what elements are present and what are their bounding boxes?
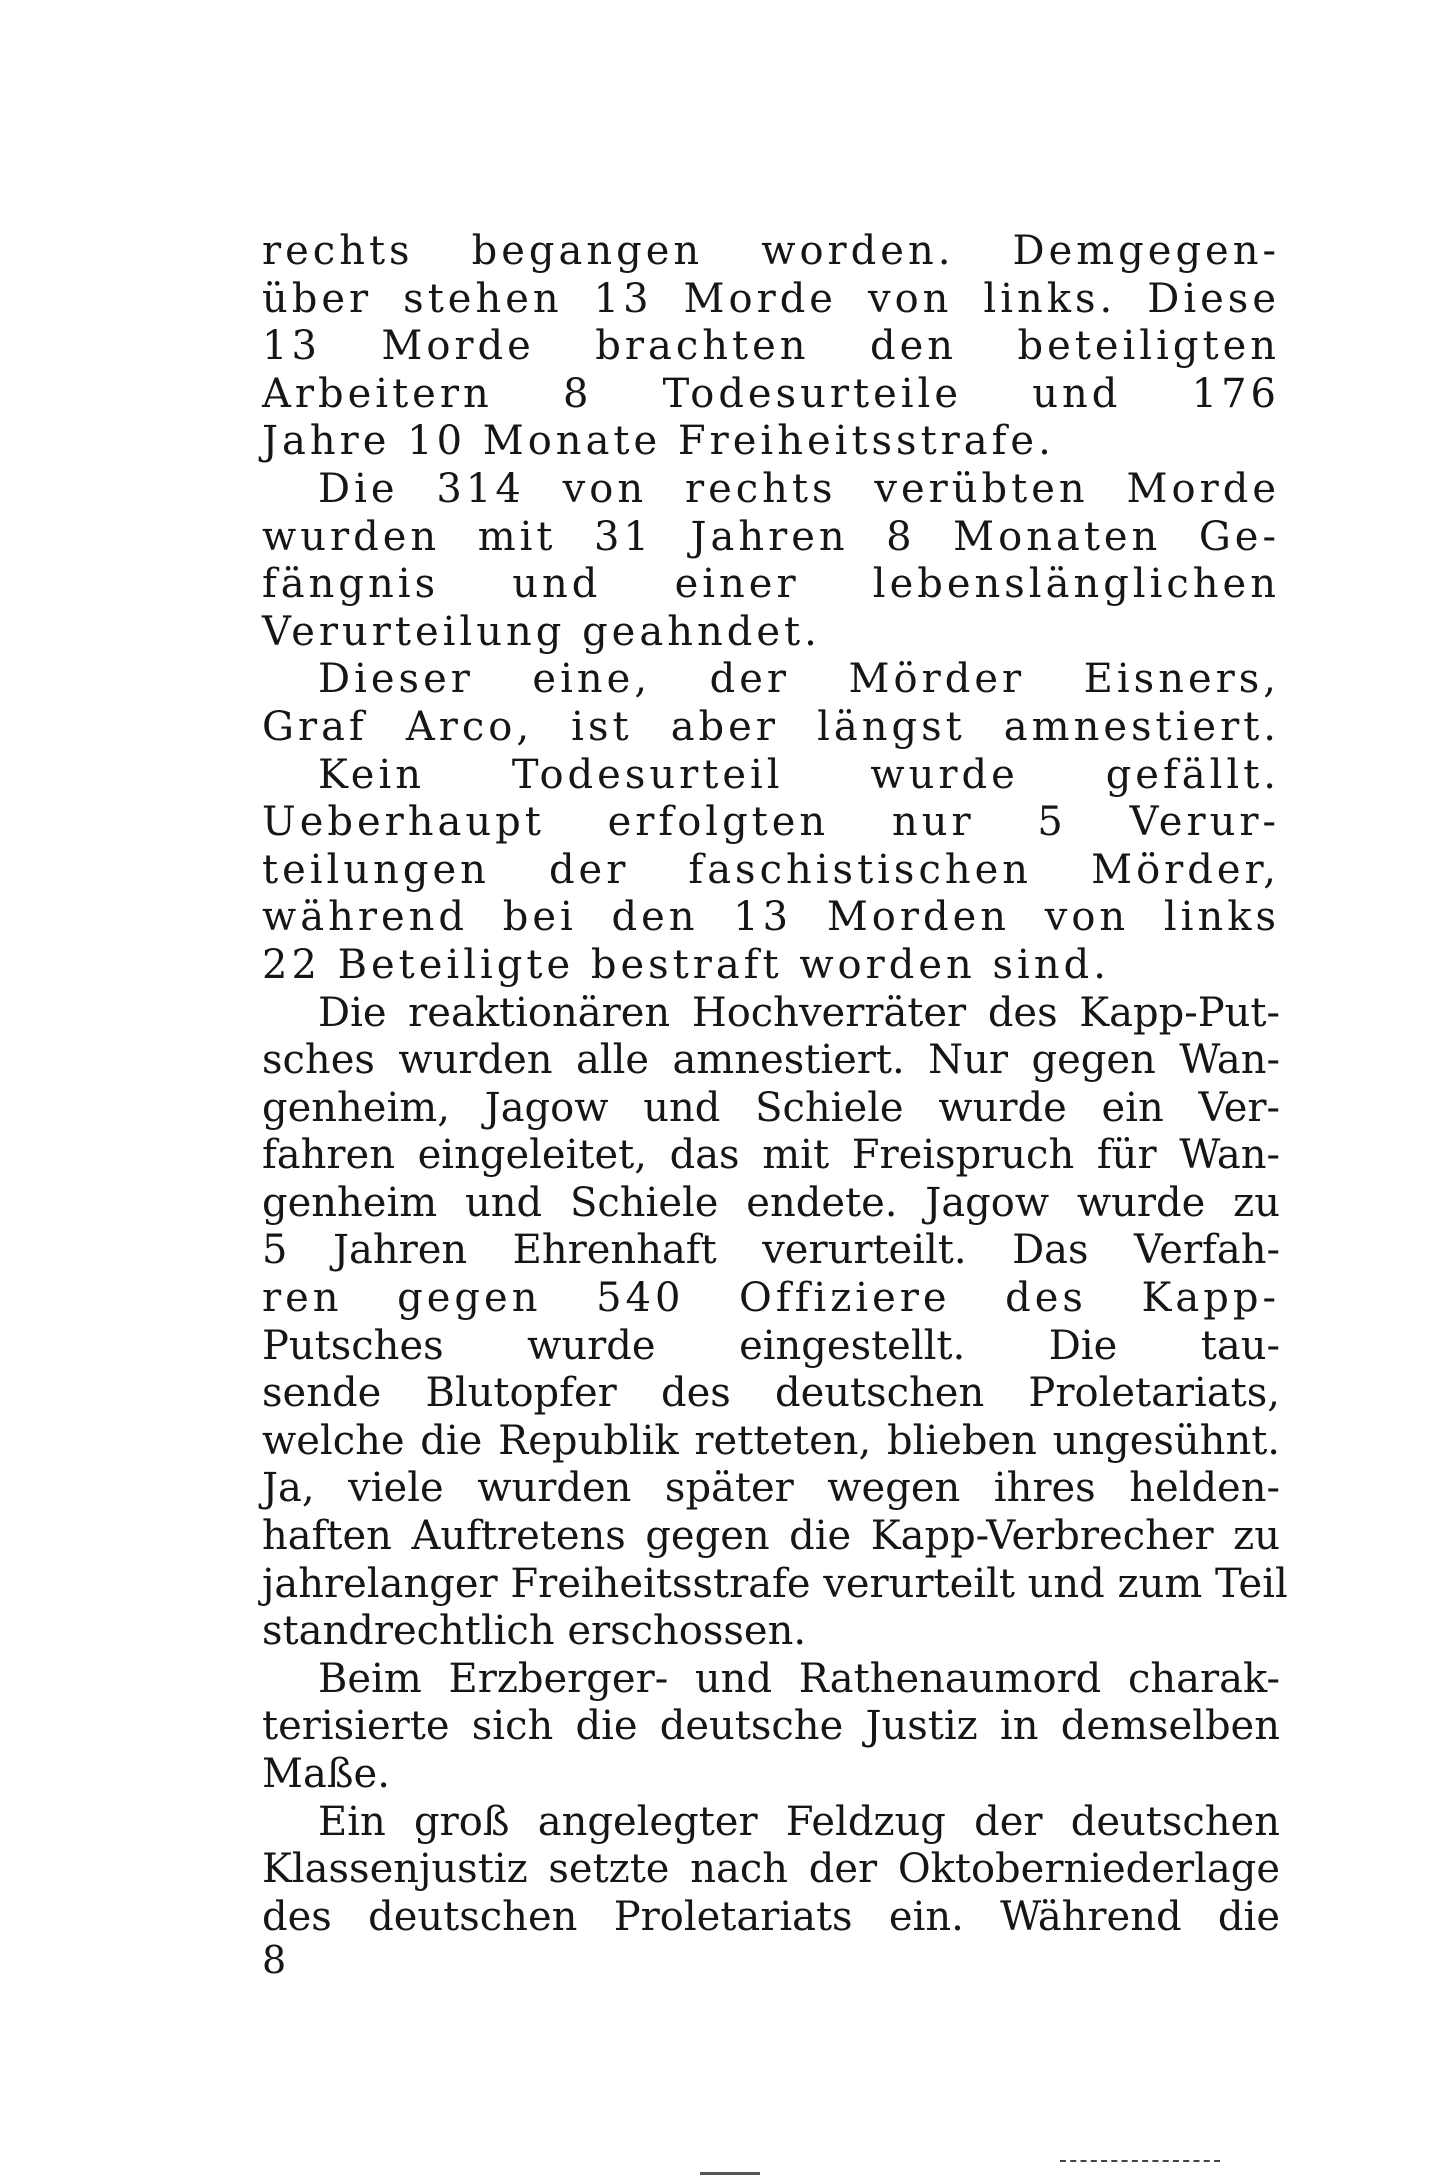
text-line: Ueberhaupt erfolgten nur 5 Verur- <box>262 799 1280 846</box>
text-line: Kein Todesurteil wurde gefällt. <box>318 751 1280 798</box>
text-line: Putsches wurde eingestellt. Die tau- <box>262 1322 1280 1369</box>
text-line: ren gegen 540 Offiziere des Kapp- <box>262 1275 1280 1322</box>
text-line: jahrelanger Freiheitsstrafe verurteilt und zum Teil <box>262 1560 1288 1607</box>
text-line: 22 Beteiligte bestraft worden sind. <box>262 941 1110 988</box>
text-line: während bei den 13 Morden von links <box>262 894 1280 941</box>
text-line: über stehen 13 Morde von links. Diese <box>262 275 1280 322</box>
text-line: Ein groß angelegter Feldzug der deutschen <box>318 1798 1280 1845</box>
page-number: 8 <box>262 1938 287 1982</box>
body-text <box>262 228 1288 1941</box>
text-line: fahren eingeleitet, das mit Freispruch für Wan- <box>262 1132 1280 1179</box>
text-line: fängnis und einer lebenslänglichen <box>262 561 1280 608</box>
text-line: sende Blutopfer des deutschen Proletariats, <box>262 1370 1280 1417</box>
text-line: 13 Morde brachten den beteiligten <box>262 323 1280 370</box>
text-line: genheim und Schiele endete. Jagow wurde zu <box>262 1179 1280 1226</box>
text-line: Beim Erzberger- und Rathenaumord charak- <box>318 1655 1280 1702</box>
scan-artifact-mark <box>700 2172 760 2175</box>
text-line: Arbeitern 8 Todesurteile und 176 <box>262 370 1280 417</box>
text-line: Klassenjustiz setzte nach der Oktoberniederlage <box>262 1846 1280 1893</box>
text-line: Dieser eine, der Mörder Eisners, <box>318 656 1280 703</box>
text-line: Graf Arco, ist aber längst amnestiert. <box>262 703 1280 750</box>
text-line: Die 314 von rechts verübten Morde <box>318 465 1280 512</box>
text-line: Jahre 10 Monate Freiheitsstrafe. <box>262 418 1055 465</box>
text-line: Die reaktionären Hochverräter des Kapp-Put- <box>318 989 1280 1036</box>
text-line: des deutschen Proletariats ein. Während die <box>262 1893 1280 1940</box>
text-line: rechts begangen worden. Demgegen- <box>262 228 1280 274</box>
text-line: terisierte sich die deutsche Justiz in demselben <box>262 1703 1280 1750</box>
text-line: welche die Republik retteten, blieben ungesühnt. <box>262 1417 1280 1464</box>
text-line: Ja, viele wurden später wegen ihres helden- <box>262 1465 1280 1512</box>
text-line: genheim, Jagow und Schiele wurde ein Ver- <box>262 1084 1280 1131</box>
text-line: 5 Jahren Ehrenhaft verurteilt. Das Verfah- <box>262 1227 1280 1274</box>
text-line: Maße. <box>262 1751 390 1797</box>
text-line: sches wurden alle amnestiert. Nur gegen Wan- <box>262 1037 1280 1084</box>
text-line: wurden mit 31 Jahren 8 Monaten Ge- <box>262 513 1280 560</box>
scan-artifact-rule <box>1060 2160 1220 2162</box>
text-line: Verurteilung geahndet. <box>262 608 821 655</box>
text-line: haften Auftretens gegen die Kapp-Verbrecher zu <box>262 1513 1280 1560</box>
text-line: standrechtlich erschossen. <box>262 1608 807 1655</box>
text-line: teilungen der faschistischen Mörder, <box>262 846 1280 893</box>
